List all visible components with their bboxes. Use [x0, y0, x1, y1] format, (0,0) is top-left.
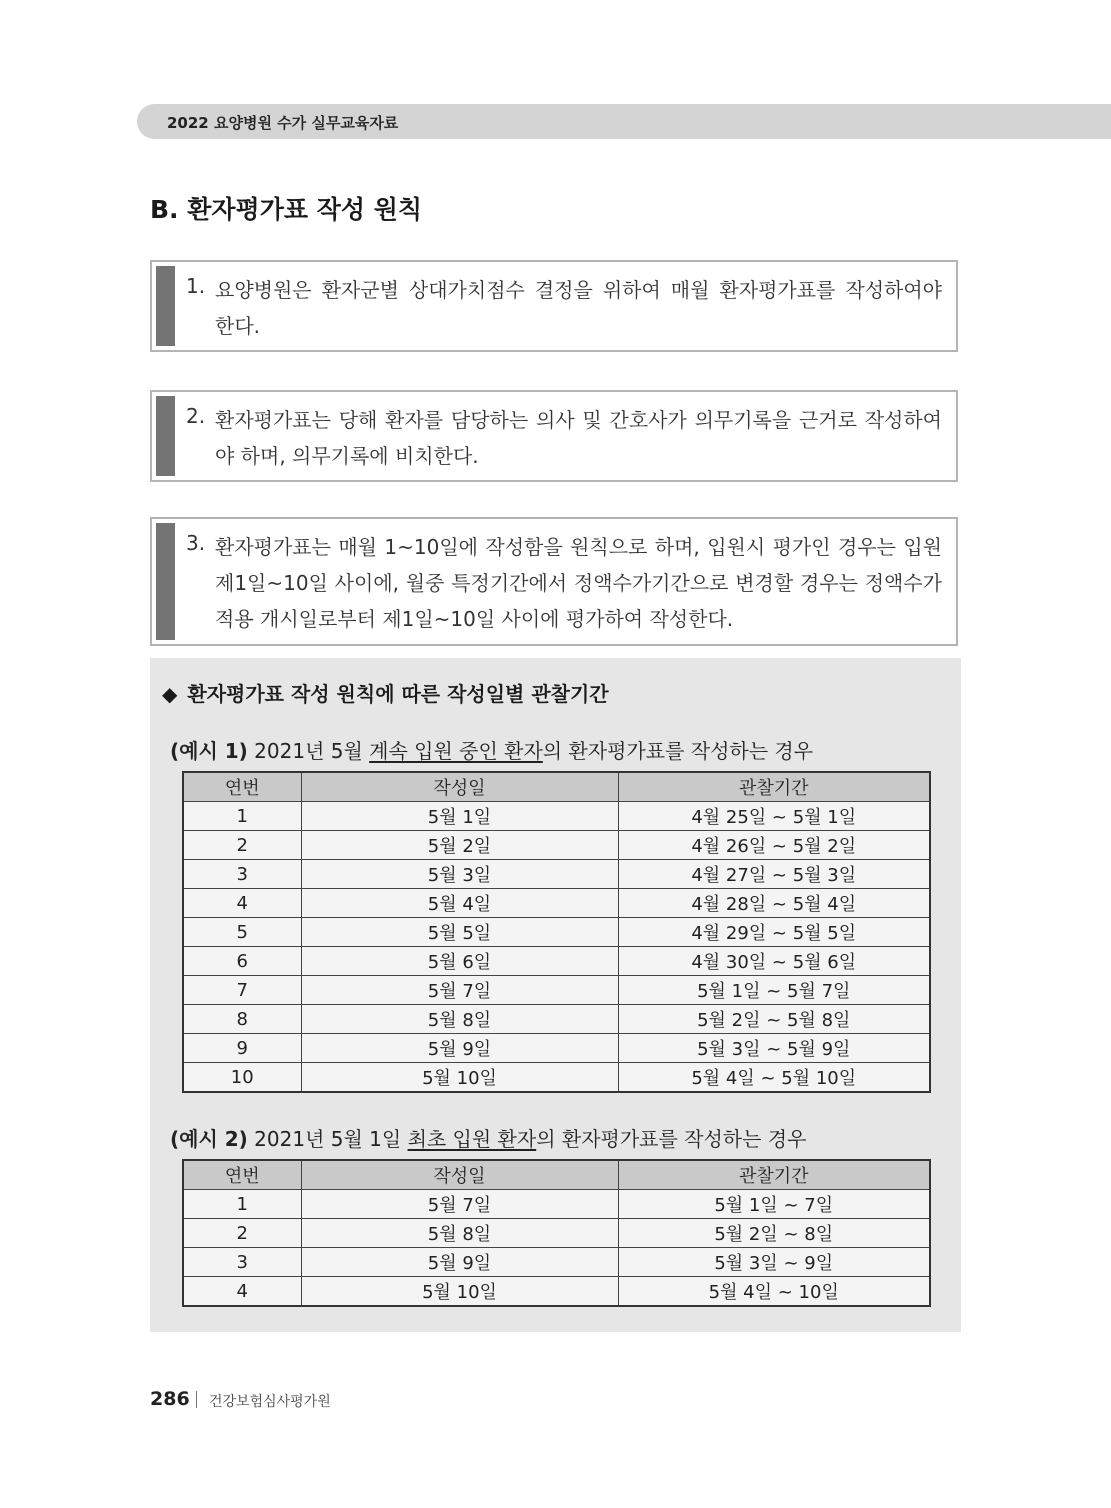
table-cell: 5 — [183, 918, 301, 947]
table-cell: 5월 1일 — [301, 802, 618, 831]
table-cell: 5월 2일 ~ 8일 — [618, 1219, 930, 1248]
example-1-caption — [170, 735, 813, 764]
header-bar — [137, 104, 1111, 139]
table-row — [183, 831, 930, 860]
table-cell: 5월 2일 — [301, 831, 618, 860]
table-row — [183, 947, 930, 976]
rule-box-3 — [150, 517, 958, 646]
table-cell: 4월 25일 ~ 5월 1일 — [618, 802, 930, 831]
rule-number: 3. — [186, 531, 206, 555]
table-cell: 7 — [183, 976, 301, 1005]
table-cell: 5월 7일 — [301, 1190, 618, 1219]
table-cell: 5월 4일 — [301, 889, 618, 918]
table-cell: 5월 6일 — [301, 947, 618, 976]
example-prefix: 2021년 5월 1일 — [254, 1127, 402, 1151]
table-row — [183, 1219, 930, 1248]
table-cell: 4월 26일 ~ 5월 2일 — [618, 831, 930, 860]
table-row — [183, 889, 930, 918]
table-row — [183, 918, 930, 947]
section-title: B. 환자평가표 작성 원칙 — [150, 195, 423, 224]
example-2-table — [182, 1159, 931, 1307]
rule-number: 1. — [186, 274, 206, 298]
table-cell: 2 — [183, 1219, 301, 1248]
rule-text: 환자평가표는 당해 환자를 담당하는 의사 및 간호사가 의무기록을 근거로 작성하여야 하며, 의무기록에 비치한다. — [215, 408, 942, 468]
example-label: (예시 1) — [170, 739, 248, 763]
table-cell: 4월 27일 ~ 5월 3일 — [618, 860, 930, 889]
diamond-bullet-icon: ◆ — [162, 682, 178, 706]
rule-number: 2. — [186, 404, 206, 428]
table-cell: 5월 8일 — [301, 1219, 618, 1248]
table-cell: 5월 1일 ~ 5월 7일 — [618, 976, 930, 1005]
panel-title-text: 환자평가표 작성 원칙에 따른 작성일별 관찰기간 — [187, 682, 609, 706]
table-cell: 8 — [183, 1005, 301, 1034]
table-cell: 4 — [183, 889, 301, 918]
table-cell: 5월 9일 — [301, 1034, 618, 1063]
example-underlined: 계속 입원 중인 환자 — [369, 739, 543, 763]
table-cell: 5월 10일 — [301, 1277, 618, 1307]
rule-box-2 — [150, 390, 958, 482]
table-row — [183, 1034, 930, 1063]
table-cell: 3 — [183, 860, 301, 889]
observation-period-panel — [150, 658, 961, 1332]
table-cell: 5월 10일 — [301, 1063, 618, 1093]
table-cell: 2 — [183, 831, 301, 860]
column-header: 작성일 — [301, 772, 618, 802]
table-cell: 6 — [183, 947, 301, 976]
table-row — [183, 1063, 930, 1093]
table-cell: 4월 28일 ~ 5월 4일 — [618, 889, 930, 918]
table-cell: 3 — [183, 1248, 301, 1277]
example-suffix: 의 환자평가표를 작성하는 경우 — [536, 1127, 807, 1151]
table-cell: 5월 4일 ~ 10일 — [618, 1277, 930, 1307]
organization-name: 건강보험심사평가원 — [209, 1394, 331, 1410]
rule-box-1 — [150, 260, 958, 352]
page-number: 286 — [150, 1388, 190, 1410]
rule-accent-bar — [156, 266, 175, 346]
table-cell: 10 — [183, 1063, 301, 1093]
table-row — [183, 1277, 930, 1307]
table-cell: 5월 2일 ~ 5월 8일 — [618, 1005, 930, 1034]
document-title: 2022 요양병원 수가 실무교육자료 — [167, 114, 399, 132]
table-row — [183, 860, 930, 889]
table-row — [183, 1005, 930, 1034]
rule-text: 환자평가표는 매월 1~10일에 작성함을 원칙으로 하며, 입원시 평가인 경우는 입원 제1일~10일 사이에, 월중 특정기간에서 정액수가기간으로 변경할 경우는 정액수가 적용 개시일로부터 제1일~10일 사이에 평가하여 작성한다. — [215, 535, 942, 631]
table-cell: 1 — [183, 802, 301, 831]
footer-divider — [196, 1391, 197, 1408]
example-underlined: 최초 입원 환자 — [407, 1127, 537, 1151]
example-prefix: 2021년 5월 — [254, 739, 363, 763]
example-suffix: 의 환자평가표를 작성하는 경우 — [542, 739, 814, 763]
table-cell: 1 — [183, 1190, 301, 1219]
table-header-row — [183, 1160, 930, 1190]
table-cell: 5월 3일 — [301, 860, 618, 889]
table-cell: 5월 3일 ~ 5월 9일 — [618, 1034, 930, 1063]
rule-accent-bar — [156, 523, 175, 640]
column-header: 연번 — [183, 1160, 301, 1190]
table-row — [183, 976, 930, 1005]
table-row — [183, 1190, 930, 1219]
table-cell: 5월 1일 ~ 7일 — [618, 1190, 930, 1219]
example-label: (예시 2) — [170, 1127, 248, 1151]
table-cell: 5월 5일 — [301, 918, 618, 947]
table-row — [183, 802, 930, 831]
column-header: 작성일 — [301, 1160, 618, 1190]
table-cell: 5월 3일 ~ 9일 — [618, 1248, 930, 1277]
table-cell: 5월 7일 — [301, 976, 618, 1005]
table-cell: 5월 4일 ~ 5월 10일 — [618, 1063, 930, 1093]
column-header: 관찰기간 — [618, 772, 930, 802]
table-cell: 4월 29일 ~ 5월 5일 — [618, 918, 930, 947]
table-cell: 9 — [183, 1034, 301, 1063]
rule-text: 요양병원은 환자군별 상대가치점수 결정을 위하여 매월 환자평가표를 작성하여야 한다. — [215, 278, 942, 338]
table-cell: 4월 30일 ~ 5월 6일 — [618, 947, 930, 976]
column-header: 관찰기간 — [618, 1160, 930, 1190]
table-header-row — [183, 772, 930, 802]
example-1-table — [182, 771, 931, 1093]
column-header: 연번 — [183, 772, 301, 802]
rule-accent-bar — [156, 396, 175, 476]
table-cell: 5월 9일 — [301, 1248, 618, 1277]
table-cell: 4 — [183, 1277, 301, 1307]
table-row — [183, 1248, 930, 1277]
example-2-caption — [170, 1123, 806, 1152]
table-cell: 5월 8일 — [301, 1005, 618, 1034]
panel-title — [162, 678, 609, 707]
